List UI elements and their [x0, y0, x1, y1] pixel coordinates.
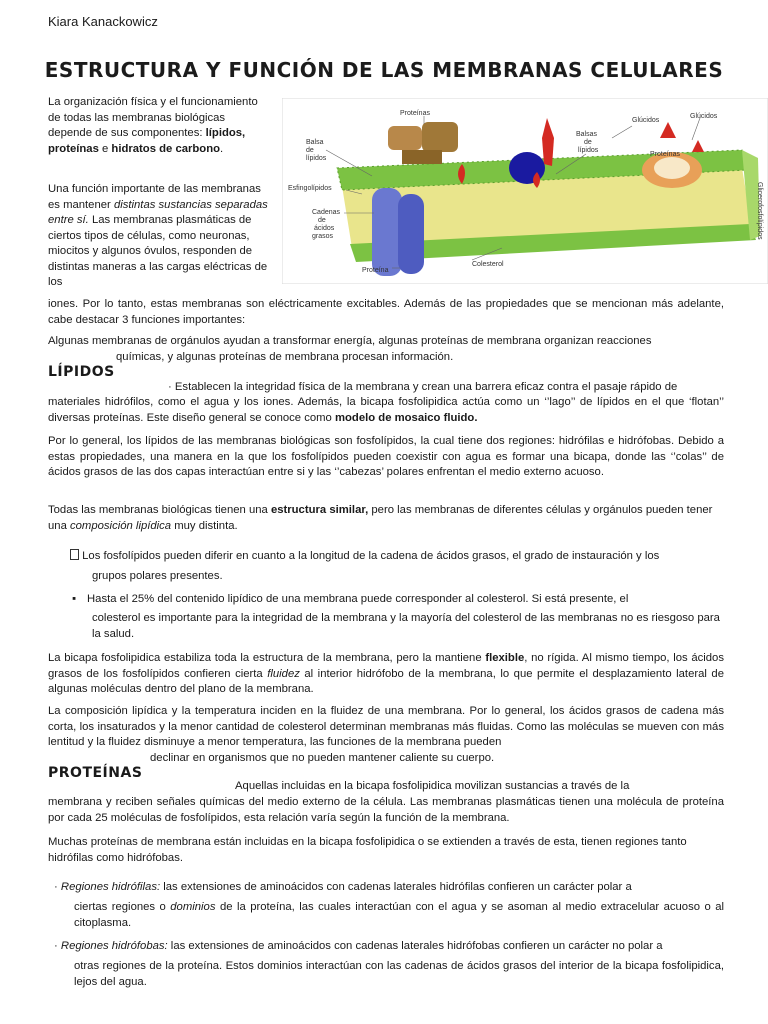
proteinas-paragraph-1: membrana y reciben señales químicas del medio externo de la célula. Las membranas plasmáticas tienen una molécula de proteína por cada 25 moléculas de fosfolípidos, esta relación varía según la función de la membrana. — [48, 796, 724, 824]
square-bullet-icon: ▪ — [72, 593, 77, 605]
proteinas-bullet-hidrofilas-continued: ciertas regiones o dominios de la proteína, las cuales interactúan con el agua y se asoman al medio extracelular acuoso o al citoplasma. — [74, 901, 724, 929]
label-balsas-lipidos-2: de — [584, 139, 592, 146]
lipidos-bullet-1: Los fosfolípidos pueden diferir en cuanto a la longitud de la cadena de ácidos grasos, el grado de instauración y los — [70, 549, 730, 565]
label-esfingolipidos: Esfingolípidos — [288, 185, 332, 192]
channel-protein — [372, 188, 424, 276]
intro-paragraph-3: Algunas membranas de orgánulos ayudan a transformar energía, algunas proteínas de membrana organizan reacciones — [48, 335, 652, 347]
label-balsas-lipidos-3: lípidos — [578, 147, 599, 154]
label-balsa-lipidos-1: Balsa — [306, 139, 324, 146]
proteinas-bullet-hidrofobas-continued: otras regiones de la proteína. Estos dominios interactúan con las cadenas de ácidos grasos del interior de la bicapa fosfolipidica, lejos del agua. — [74, 960, 724, 988]
label-glicerofosfolipidos: Glicerofosfolípidos — [756, 182, 763, 240]
proteinas-bullet-hidrofilas: · Regiones hidrófilas: las extensiones de aminoácidos con cadenas laterales hidrófilas confieren un carácter polar a — [54, 881, 632, 893]
lipidos-paragraph-5-continued: declinar en organismos que no pueden mantener caliente su cuerpo. — [150, 752, 495, 764]
lipidos-paragraph-1-start: · Establecen la integridad física de la membrana y crean una barrera eficaz contra el pasaje rápido de — [168, 381, 678, 393]
label-balsa-lipidos-3: lípidos — [306, 155, 327, 162]
membrane-figure — [282, 98, 768, 284]
proteinas-paragraph-2: Muchas proteínas de membrana están incluidas en la bicapa fosfolipidica o se extienden a través de esta, tienen regiones tanto hidrófilas como hidrófobas. — [48, 836, 687, 864]
lipidos-bullet-2-continued: colesterol es importante para la integridad de la membrana y la mayoría del colesterol de las membranas no es riesgoso para la salud. — [92, 612, 720, 640]
section-heading-lipidos: LÍPIDOS — [48, 364, 115, 380]
lipidos-paragraph-5: La composición lipídica y la temperatura inciden en la fluidez de una membrana. Por lo general, los ácidos grasos de cadena más corta, los insaturados y la menor cantidad de colesterol determinan membranas más fluidas. Como las moléculas se mueven con más lentitud y la fluidez disminuye a menor temperatura, las funciones de la membrana pueden — [48, 705, 724, 748]
label-cadenas-4: grasos — [312, 233, 334, 240]
lipidos-paragraph-1: materiales hidrófilos, como el agua y los iones. Además, la bicapa fosfolipidica actúa como un ‘’lago’’ de lípidos en el que ‘flotan’’ diversas proteínas. Este diseño general se conoce como modelo de mosaico fluido. — [48, 396, 724, 424]
proteinas-bullet-hidrofobas: · Regiones hidrófobas: las extensiones de aminoácidos con cadenas laterales hidrófobas confieren un carácter no polar a — [54, 940, 663, 952]
label-cadenas-2: de — [318, 217, 326, 224]
bullet-box-icon — [70, 549, 79, 560]
label-cadenas-3: ácidos — [314, 225, 335, 232]
intro-paragraph-1: La organización física y el funcionamiento de todas las membranas biológicas depende de sus componentes: lípidos, proteínas e hidratos de carbono. — [48, 96, 258, 155]
label-glucidos-2: Glúcidos — [690, 113, 718, 120]
lipidos-bullet-2: Hasta el 25% del contenido lipídico de una membrana puede corresponder al colesterol. Si está presente, el — [87, 593, 629, 605]
intro-paragraph-3-continued: químicas, y algunas proteínas de membrana procesan información. — [116, 351, 454, 363]
label-balsa-lipidos-2: de — [306, 147, 314, 154]
label-proteinas-right: Proteínas — [650, 151, 680, 158]
lipidos-paragraph-2: Por lo general, los lípidos de las membranas biológicas son fosfolípidos, la cual tiene dos regiones: hidrófilas e hidrófobas. Debido a estas propiedades, una manera en la que los fosfolípidos pueden coexistir con agua es formar una bicapa, donde las ‘’colas’’ de ácidos grasos de las dos capas interactúan entre si y las ‘’cabezas’ polares enfrentan el medio externo acuoso. — [48, 435, 724, 478]
lipidos-bullet-1-continued: grupos polares presentes. — [92, 570, 223, 582]
proteinas-paragraph-1-start: Aquellas incluidas en la bicapa fosfolipidica movilizan sustancias a través de la — [235, 780, 630, 792]
intro-paragraph-2: Una función importante de las membranas es mantener distintas sustancias separadas entre sí. Las membranas plasmáticas de ciertos tipos de células, como neuronas, miocitos y algunos óvulos, responden de distintas maneras a las cargas eléctricas de los — [48, 183, 268, 288]
label-balsas-lipidos-1: Balsas — [576, 131, 598, 138]
intro-paragraph-2-continued: iones. Por lo tanto, estas membranas son eléctricamente excitables. Además de las propiedades que se mencionan más adelante, cabe destacar 3 funciones importantes: — [48, 298, 724, 326]
label-colesterol: Colesterol — [472, 261, 504, 268]
label-cadenas-1: Cadenas — [312, 209, 341, 216]
author-name: Kiara Kanackowicz — [48, 14, 158, 29]
section-heading-proteinas: PROTEÍNAS — [48, 765, 143, 781]
label-proteina-bottom: Proteína — [362, 267, 389, 274]
label-glucidos-1: Glúcidos — [632, 117, 660, 124]
page-title: ESTRUCTURA Y FUNCIÓN DE LAS MEMBRANAS CELULARES — [44, 58, 724, 82]
lipidos-paragraph-3: Todas las membranas biológicas tienen una estructura similar, pero las membranas de diferentes células y orgánulos pueden tener una composición lipídica muy distinta. — [48, 504, 713, 532]
label-proteinas-top: Proteínas — [400, 110, 430, 117]
lipidos-paragraph-4: La bicapa fosfolipidica estabiliza toda la estructura de la membrana, pero la mantiene flexible, no rígida. Al mismo tiempo, los ácidos grasos de los fosfolípidos confieren cierta fluidez al interior hidrófobo de la membrana, lo que permite el desplazamiento lateral de algunas moléculas dentro del plano de la membrana. — [48, 652, 724, 695]
